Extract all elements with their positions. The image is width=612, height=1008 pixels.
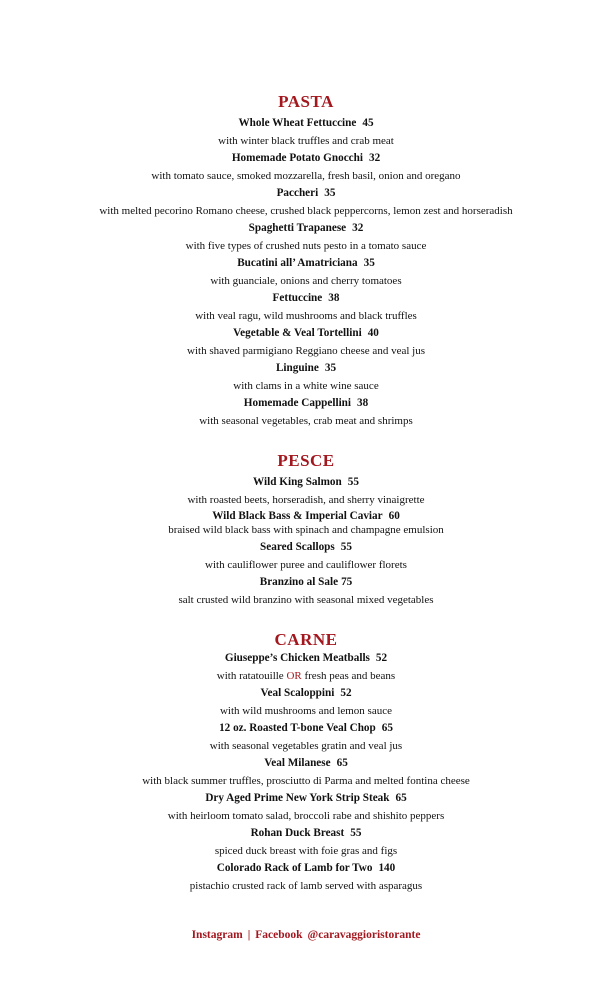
item-description: with melted pecorino Romano cheese, crushed black peppercorns, lemon zest and horseradish xyxy=(99,204,513,217)
item-description: with shaved parmigiano Reggiano cheese and veal jus xyxy=(187,344,425,357)
item-description: with guanciale, onions and cherry tomatoes xyxy=(210,274,402,287)
menu-item xyxy=(0,220,612,255)
item-name: Spaghetti Trapanese xyxy=(248,222,347,234)
item-price: 52 xyxy=(375,652,388,664)
item-description: braised wild black bass with spinach and champagne emulsion xyxy=(168,524,444,536)
item-price: 38 xyxy=(328,292,340,304)
item-name: Homemade Cappellini xyxy=(243,397,352,409)
item-price: 35 xyxy=(324,187,336,199)
menu-item xyxy=(0,790,612,825)
item-price: 65 xyxy=(381,722,393,734)
item-price: 32 xyxy=(352,222,364,234)
item-price: 55 xyxy=(350,827,362,839)
section-title-pasta: PASTA xyxy=(278,92,334,111)
menu-item xyxy=(0,360,612,395)
item-name: Wild Black Bass & Imperial Caviar xyxy=(212,510,383,522)
menu-item xyxy=(0,720,612,755)
item-price: 52 xyxy=(340,687,352,699)
item-price: 140 xyxy=(378,862,396,874)
menu-item xyxy=(0,474,612,509)
item-name: Veal Milanese xyxy=(264,757,331,769)
social-footer xyxy=(0,929,612,941)
section-title-carne: CARNE xyxy=(274,630,338,649)
menu-item xyxy=(0,509,612,537)
item-description: spiced duck breast with foie gras and figs xyxy=(214,844,398,857)
item-name: Rohan Duck Breast xyxy=(250,827,345,839)
item-name: Homemade Potato Gnocchi xyxy=(231,152,363,164)
item-name: Fettuccine xyxy=(272,292,323,304)
item-name: Seared Scallops xyxy=(260,541,335,553)
item-price: 55 xyxy=(340,541,352,553)
item-name: Bucatini all’ Amatriciana xyxy=(237,257,358,269)
item-price: 35 xyxy=(363,257,375,269)
item-description: with seasonal vegetables gratin and veal jus xyxy=(209,739,403,752)
item-price: 65 xyxy=(395,792,407,804)
menu-item xyxy=(0,185,612,220)
item-description: with cauliflower puree and cauliflower florets xyxy=(205,558,407,571)
item-name: Branzino al Sale xyxy=(259,576,339,588)
item-description: with winter black truffles and crab meat xyxy=(218,134,394,147)
menu-item xyxy=(0,685,612,720)
item-description: with clams in a white wine sauce xyxy=(233,379,379,392)
item-description: with wild mushrooms and lemon sauce xyxy=(219,704,392,717)
item-price: 40 xyxy=(367,327,379,339)
item-name: Vegetable & Veal Tortellini xyxy=(233,327,362,339)
description-part: fresh peas and beans xyxy=(304,669,396,682)
item-description: salt crusted wild branzino with seasonal mixed vegetables xyxy=(178,593,434,606)
menu-item xyxy=(0,325,612,360)
item-name: Dry Aged Prime New York Strip Steak xyxy=(205,792,390,804)
section-title-pesce: PESCE xyxy=(277,451,335,470)
item-description: pistachio crusted rack of lamb served with asparagus xyxy=(189,879,423,892)
item-description: with roasted beets, horseradish, and sherry vinaigrette xyxy=(187,493,425,506)
instagram-link[interactable]: Instagram xyxy=(191,929,243,941)
item-name: 12 oz. Roasted T-bone Veal Chop xyxy=(219,722,376,734)
item-price: 32 xyxy=(368,152,381,164)
facebook-link[interactable]: Facebook xyxy=(255,929,303,941)
item-description: with veal ragu, wild mushrooms and black truffles xyxy=(195,309,417,322)
menu-item xyxy=(0,825,612,860)
pesce-section xyxy=(0,451,612,609)
item-price: 45 xyxy=(362,117,374,129)
social-handle[interactable]: @caravaggioristorante xyxy=(307,929,421,941)
menu-item xyxy=(0,574,612,609)
item-name: Paccheri xyxy=(276,187,319,199)
item-name: Whole Wheat Fettuccine xyxy=(238,117,357,129)
menu-item xyxy=(0,395,612,430)
item-description: with tomato sauce, smoked mozzarella, fresh basil, onion and oregano xyxy=(151,169,461,182)
item-price: 60 xyxy=(388,510,400,522)
description-part: with ratatouille xyxy=(216,669,284,682)
item-name: Veal Scaloppini xyxy=(260,687,335,699)
item-price: 35 xyxy=(324,362,337,374)
or-label: OR xyxy=(286,669,302,682)
item-name: Giuseppe’s Chicken Meatballs xyxy=(224,652,370,664)
item-price: 65 xyxy=(336,757,348,769)
menu-item xyxy=(0,860,612,895)
item-description: with five types of crushed nuts pesto in a tomato sauce xyxy=(185,239,427,252)
footer-separator: | xyxy=(247,929,251,941)
menu-item xyxy=(0,755,612,790)
item-name: Linguine xyxy=(275,362,319,374)
item-description: with black summer truffles, prosciutto di Parma and melted fontina cheese xyxy=(142,774,470,787)
item-name: Colorado Rack of Lamb for Two xyxy=(216,862,373,874)
item-description: with seasonal vegetables, crab meat and shrimps xyxy=(199,414,413,427)
menu-item xyxy=(0,255,612,290)
item-name: Wild King Salmon xyxy=(253,476,342,488)
item-price: 38 xyxy=(357,397,369,409)
menu-item xyxy=(0,650,612,685)
menu-item xyxy=(0,115,612,150)
menu-item xyxy=(0,150,612,185)
item-description: with heirloom tomato salad, broccoli rabe and shishito peppers xyxy=(167,809,445,822)
carne-section xyxy=(0,630,612,895)
menu-item xyxy=(0,290,612,325)
item-description xyxy=(0,668,612,686)
pasta-section xyxy=(0,92,612,430)
item-price: 55 xyxy=(347,476,359,488)
menu-item xyxy=(0,539,612,574)
item-price: 75 xyxy=(341,576,353,588)
